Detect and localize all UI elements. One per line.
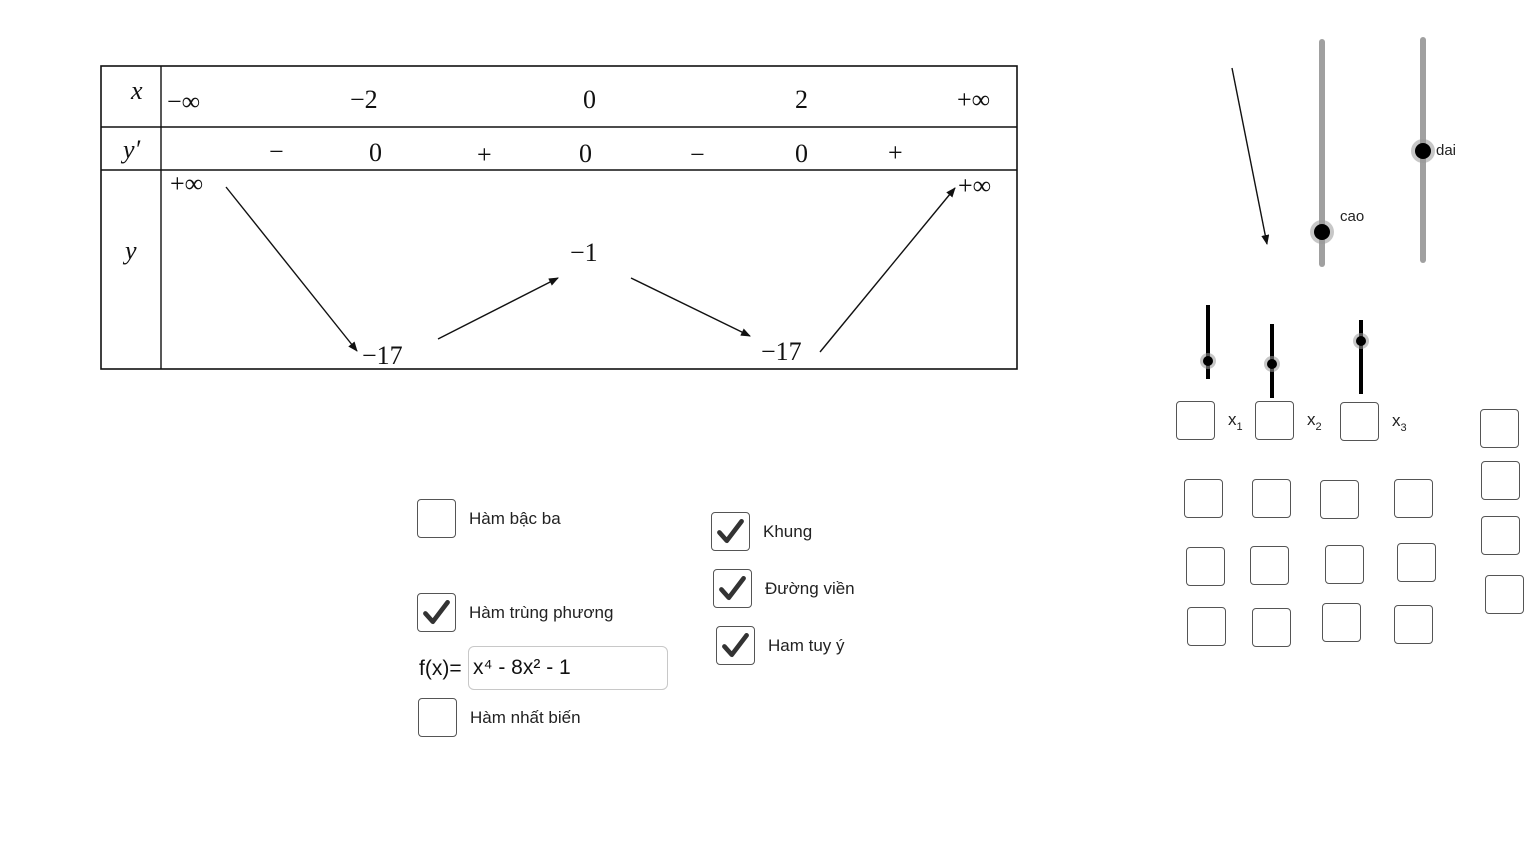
slider-cao-handle[interactable]: [1314, 224, 1330, 240]
checkmark-icon: [717, 627, 754, 664]
checkmark-icon: [712, 513, 749, 550]
checkbox-label-khung: Khung: [763, 522, 813, 541]
increasing-arrow: [438, 278, 558, 339]
checkbox-ham-trung-phuong[interactable]: [417, 593, 456, 632]
increasing-arrow: [820, 188, 955, 352]
checkbox-grid-r2c1[interactable]: [1186, 547, 1225, 586]
checkbox-side-3[interactable]: [1481, 516, 1520, 555]
x-value: +∞: [957, 85, 991, 114]
x-value: 0: [583, 85, 596, 114]
yprime-sign: −: [690, 140, 705, 169]
checkbox-grid-r2c3[interactable]: [1325, 545, 1364, 584]
pointer-arrow: [1232, 68, 1267, 244]
x-value: 2: [795, 85, 808, 114]
yprime-value: 0: [579, 139, 592, 168]
checkbox-grid-r1c2[interactable]: [1252, 479, 1291, 518]
checkbox-label-ham-bac-ba: Hàm bậc ba: [469, 509, 561, 528]
checkbox-duong-vien[interactable]: [713, 569, 752, 608]
checkbox-khung[interactable]: [711, 512, 750, 551]
checkmark-icon: [418, 594, 455, 631]
slider-dai-handle[interactable]: [1415, 143, 1431, 159]
checkbox-side-2[interactable]: [1481, 461, 1520, 500]
slider-x2-handle[interactable]: [1267, 359, 1277, 369]
checkbox-x2[interactable]: [1255, 401, 1294, 440]
checkbox-label-ham-trung-phuong: Hàm trùng phương: [469, 603, 614, 622]
checkbox-side-4[interactable]: [1485, 575, 1524, 614]
checkmark-icon: [714, 570, 751, 607]
checkbox-grid-r1c3[interactable]: [1320, 480, 1359, 519]
function-label: f(x)=: [419, 657, 462, 680]
checkbox-label-x1: $x_1$: [1228, 410, 1243, 433]
checkbox-grid-r2c4[interactable]: [1397, 543, 1436, 582]
y-value: −17: [362, 341, 403, 370]
decreasing-arrow: [631, 278, 750, 336]
checkbox-label-ham-tuy-y: Ham tuy ý: [768, 636, 845, 655]
slider-x1-handle[interactable]: [1203, 356, 1213, 366]
yprime-sign: −: [269, 137, 284, 166]
yprime-value: 0: [369, 138, 382, 167]
yprime-sign: +: [477, 140, 492, 169]
checkbox-x1[interactable]: [1176, 401, 1215, 440]
y-value: +∞: [958, 171, 992, 200]
y-value: −17: [761, 337, 802, 366]
checkbox-grid-r1c4[interactable]: [1394, 479, 1433, 518]
yprime-value: 0: [795, 139, 808, 168]
slider-dai-label: dai: [1436, 142, 1457, 159]
checkbox-label-x2: $x_2$: [1307, 410, 1322, 433]
checkbox-grid-r3c4[interactable]: [1394, 605, 1433, 644]
checkbox-x3[interactable]: [1340, 402, 1379, 441]
checkbox-label-ham-nhat-bien: Hàm nhất biến: [470, 708, 581, 727]
row-label-yprime: y′: [123, 135, 141, 164]
y-value: +∞: [170, 169, 204, 198]
checkbox-grid-r2c2[interactable]: [1250, 546, 1289, 585]
checkbox-grid-r3c2[interactable]: [1252, 608, 1291, 647]
slider-x3-handle[interactable]: [1356, 336, 1366, 346]
x-value: −∞: [167, 87, 201, 116]
row-label-x: x: [131, 76, 143, 105]
checkbox-label-duong-vien: Đường viền: [765, 579, 855, 598]
decreasing-arrow: [226, 187, 357, 351]
checkbox-grid-r3c1[interactable]: [1187, 607, 1226, 646]
row-label-y: y: [125, 236, 137, 265]
yprime-sign: +: [888, 138, 903, 167]
y-value: −1: [570, 238, 598, 267]
checkbox-grid-r3c3[interactable]: [1322, 603, 1361, 642]
x-value: −2: [350, 85, 378, 114]
checkbox-ham-bac-ba[interactable]: [417, 499, 456, 538]
checkbox-ham-nhat-bien[interactable]: [418, 698, 457, 737]
function-input[interactable]: x⁴ - 8x² - 1: [468, 646, 668, 690]
table-border: [101, 66, 1017, 369]
checkbox-side-1[interactable]: [1480, 409, 1519, 448]
checkbox-ham-tuy-y[interactable]: [716, 626, 755, 665]
checkbox-label-x3: $x_3$: [1392, 411, 1407, 434]
slider-cao-label: cao: [1340, 208, 1365, 225]
checkbox-grid-r1c1[interactable]: [1184, 479, 1223, 518]
